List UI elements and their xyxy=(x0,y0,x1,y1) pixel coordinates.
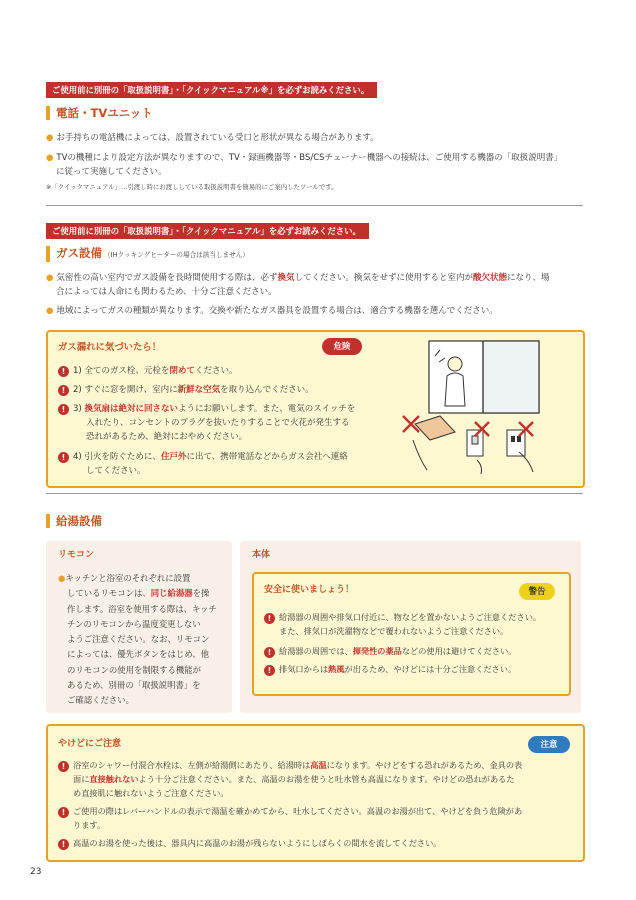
gas-b1-post: になり、場 xyxy=(506,273,550,283)
range-hood-icon xyxy=(403,416,455,470)
gas-i4-post: に出て、携帯電話などからガス会社へ連絡 xyxy=(186,452,348,462)
gas-b1-red2: 酸欠状態 xyxy=(472,273,507,283)
safety-item-2 xyxy=(264,644,564,658)
remote-line-2-post: を操 xyxy=(192,588,210,599)
gas-i3-line2: 入れたり、コンセントのプラグを抜いたりすることで火花が発生する xyxy=(86,418,350,428)
phone-note: ※「クイックマニュアル」…引渡し時にお渡ししている取扱説明書を簡易的にご案内したツールです。 xyxy=(46,183,338,191)
safety-2-pre: 給湯器の周囲では、 xyxy=(279,646,353,656)
burn-1-pre: 浴室のシャワー付混合水栓は、左側が給湯側にあたり、給湯時は xyxy=(73,760,311,770)
exclamation-icon: ! xyxy=(264,613,275,624)
safety-item-3 xyxy=(264,662,564,676)
gas-i2-red: 新鮮な空気 xyxy=(177,385,221,395)
phone-bullet-2 xyxy=(46,151,591,179)
danger-badge: 危険 xyxy=(322,338,362,355)
remote-line-2-red: 同じ給湯器 xyxy=(150,588,193,599)
divider xyxy=(46,205,583,206)
unit-title: 本体 xyxy=(252,550,271,560)
gas-step-2 xyxy=(58,383,378,397)
gas-b1-line2: 合によっては人命にも関わるため、十分ご注意ください。 xyxy=(56,287,277,297)
burn-item-2 xyxy=(58,804,573,832)
burn-item-1 xyxy=(58,758,573,800)
burn-1-l2-red: 直接触れない xyxy=(89,774,139,784)
gas-i4-red: 住戸外 xyxy=(160,452,187,462)
bullet-dot-icon: ● xyxy=(46,273,54,283)
gas-i1-post: ください。 xyxy=(194,366,238,376)
exclamation-icon: ! xyxy=(264,665,275,676)
bullet-dot-icon: ● xyxy=(46,133,54,143)
gas-b1-pre: 気密性の高い室内でガス設備を長時間使用する際は、必ず xyxy=(56,273,278,283)
remote-line-6: によっては、優先ボタンをはじめ、他 xyxy=(67,649,210,660)
burn-1-l2-post: よう十分ご注意ください。また、高温のお湯を使うと吐水管も高温になります。やけどの恐れがあるた xyxy=(138,774,515,784)
bullet-dot-icon: ● xyxy=(58,573,66,583)
remote-line-8: あるため、別冊の「取扱説明書」を xyxy=(67,680,201,691)
gas-i3-pre: 3) xyxy=(73,404,85,414)
burn-2-text: ご使用の際はレバーハンドルの表示で湯温を確かめてから、吐水してください。高温のお湯が出て、やけどを負う危険があ xyxy=(73,806,523,816)
burn-1-post: になります。やけどをする恐れがあるため、金具の表 xyxy=(326,760,523,770)
notice-banner-1: ご使用前に別冊の「取扱説明書」・「クイックマニュアル※」を必ずお読みください。 xyxy=(46,82,377,98)
exclamation-icon: ! xyxy=(58,761,69,772)
bullet-dot-icon: ● xyxy=(46,153,54,163)
remote-line-3: 作します。浴室を使用する際は、キッチ xyxy=(67,603,217,614)
remote-line-2: しているリモコンは、 xyxy=(67,588,151,599)
burn-1-l2-pre: 面に xyxy=(73,774,90,784)
phone-bullet-2-text: TVの機種により設定方法が異なりますので、TV・録画機器等・BS/CSチューナー機器への接続は、ご使用する機器の「取扱説明書」 xyxy=(56,153,563,163)
gas-bullet-2 xyxy=(46,304,591,318)
gas-i3-red: 換気扇は絶対に回さない xyxy=(84,404,178,414)
gas-i3-post: ようにお願いします。また、電気のスイッチを xyxy=(177,404,356,414)
safety-item-1 xyxy=(264,610,564,638)
outlet-icon xyxy=(507,422,533,472)
page-number: 23 xyxy=(30,867,42,877)
gas-bullet-2-text: 地域によってガスの種類が異なります。交換や新たなガス器具を設置する場合は、適合する機器を選んでください。 xyxy=(56,306,498,316)
burn-2b-text: ります。 xyxy=(73,820,106,830)
gas-i2-post: を取り込んでください。 xyxy=(220,385,314,395)
remote-text xyxy=(58,571,228,709)
section-title-gas xyxy=(46,246,249,262)
burn-title: やけどにご注意 xyxy=(58,739,122,749)
gas-b1-red1: 換気 xyxy=(277,273,295,283)
exclamation-icon: ! xyxy=(58,807,69,818)
divider xyxy=(46,493,583,494)
exclamation-icon: ! xyxy=(58,366,69,377)
safety-2-red: 揮発性の薬品 xyxy=(352,646,402,656)
burn-1-red: 高温 xyxy=(310,760,327,770)
section-title-phone xyxy=(46,106,153,120)
phone-bullet-1 xyxy=(46,131,591,145)
remote-line-7: のリモコンの使用を制限する機能が xyxy=(67,664,201,675)
safety-3-post: が出るため、やけどには十分ご注意ください。 xyxy=(344,664,517,674)
remote-line-4: チンのリモコンから温度変更しない xyxy=(67,618,201,629)
gas-step-4 xyxy=(58,450,378,478)
remote-line-9: ご確認ください。 xyxy=(67,695,134,706)
gas-step-3 xyxy=(58,402,378,444)
safety-1b-text: また、排気口が洗濯物などで覆われないようご注意ください。 xyxy=(279,626,509,636)
gas-b1-mid: してください。換気をせずに使用すると室内が xyxy=(294,273,473,283)
remote-line-1: キッチンと浴室のそれぞれに設置 xyxy=(65,573,191,583)
phone-title: 電話・TVユニット xyxy=(56,106,153,120)
exclamation-icon: ! xyxy=(58,385,69,396)
phone-bullet-1-text: お手持ちの電話機によっては、設置されている受口と形状が異なる場合があります。 xyxy=(56,133,379,143)
safety-3-pre: 排気口からは xyxy=(279,664,329,674)
gas-i2-pre: 2) すぐに窓を開け、室内に xyxy=(73,385,178,395)
switch-icon xyxy=(467,422,489,474)
safety-2-post: などの使用は避けてください。 xyxy=(401,646,517,656)
gas-i1-red: 閉めて xyxy=(169,366,195,376)
exclamation-icon: ! xyxy=(58,839,69,850)
gas-step-1 xyxy=(58,364,378,378)
phone-bullet-2-cont: に従って実施してください。 xyxy=(56,167,167,177)
burn-3-text: 高温のお湯を使った後は、器具内に高温のお湯が残らないようにしばらくの間水を流してください。 xyxy=(73,838,442,848)
safety-1-text: 給湯器の周囲や排気口付近に、物などを置かないようご注意ください。 xyxy=(279,612,542,622)
gas-i4-line2: してください。 xyxy=(86,466,146,476)
gas-title-note: （IHクッキングヒーターの場合は該当しません） xyxy=(104,251,249,259)
gas-i3-line3: 恐れがあるため、絶対におやめください。 xyxy=(86,432,248,442)
gas-bullet-1 xyxy=(46,271,591,299)
gas-i4-pre: 4) 引火を防ぐために、 xyxy=(73,452,161,462)
gas-title: ガス設備 xyxy=(56,246,102,260)
burn-item-3 xyxy=(58,836,573,850)
gas-leak-illustration xyxy=(395,336,570,476)
hot-title: 給湯設備 xyxy=(56,514,102,528)
notice-banner-2: ご使用前に別冊の「取扱説明書」・「クイックマニュアル」を必ずお読みください。 xyxy=(46,223,369,239)
burn-1-l3: め直接肌に触れないようご注意ください。 xyxy=(73,788,229,798)
gas-leak-title: ガス漏れに気づいたら！ xyxy=(58,342,162,353)
safety-title: 安全に使いましょう！ xyxy=(264,585,355,595)
warning-badge: 警告 xyxy=(519,583,555,600)
section-title-hot-water xyxy=(46,514,102,528)
caution-badge: 注意 xyxy=(528,736,570,753)
remote-title: リモコン xyxy=(58,550,95,560)
exclamation-icon: ! xyxy=(58,404,69,415)
remote-line-5: ようご注意ください。なお、リモコン xyxy=(67,634,210,645)
exclamation-icon: ! xyxy=(264,647,275,658)
safety-3-red: 熱風 xyxy=(328,664,345,674)
bullet-dot-icon: ● xyxy=(46,306,54,316)
gas-i1-pre: 1) 全てのガス栓、元栓を xyxy=(73,366,170,376)
exclamation-icon: ! xyxy=(58,452,69,463)
